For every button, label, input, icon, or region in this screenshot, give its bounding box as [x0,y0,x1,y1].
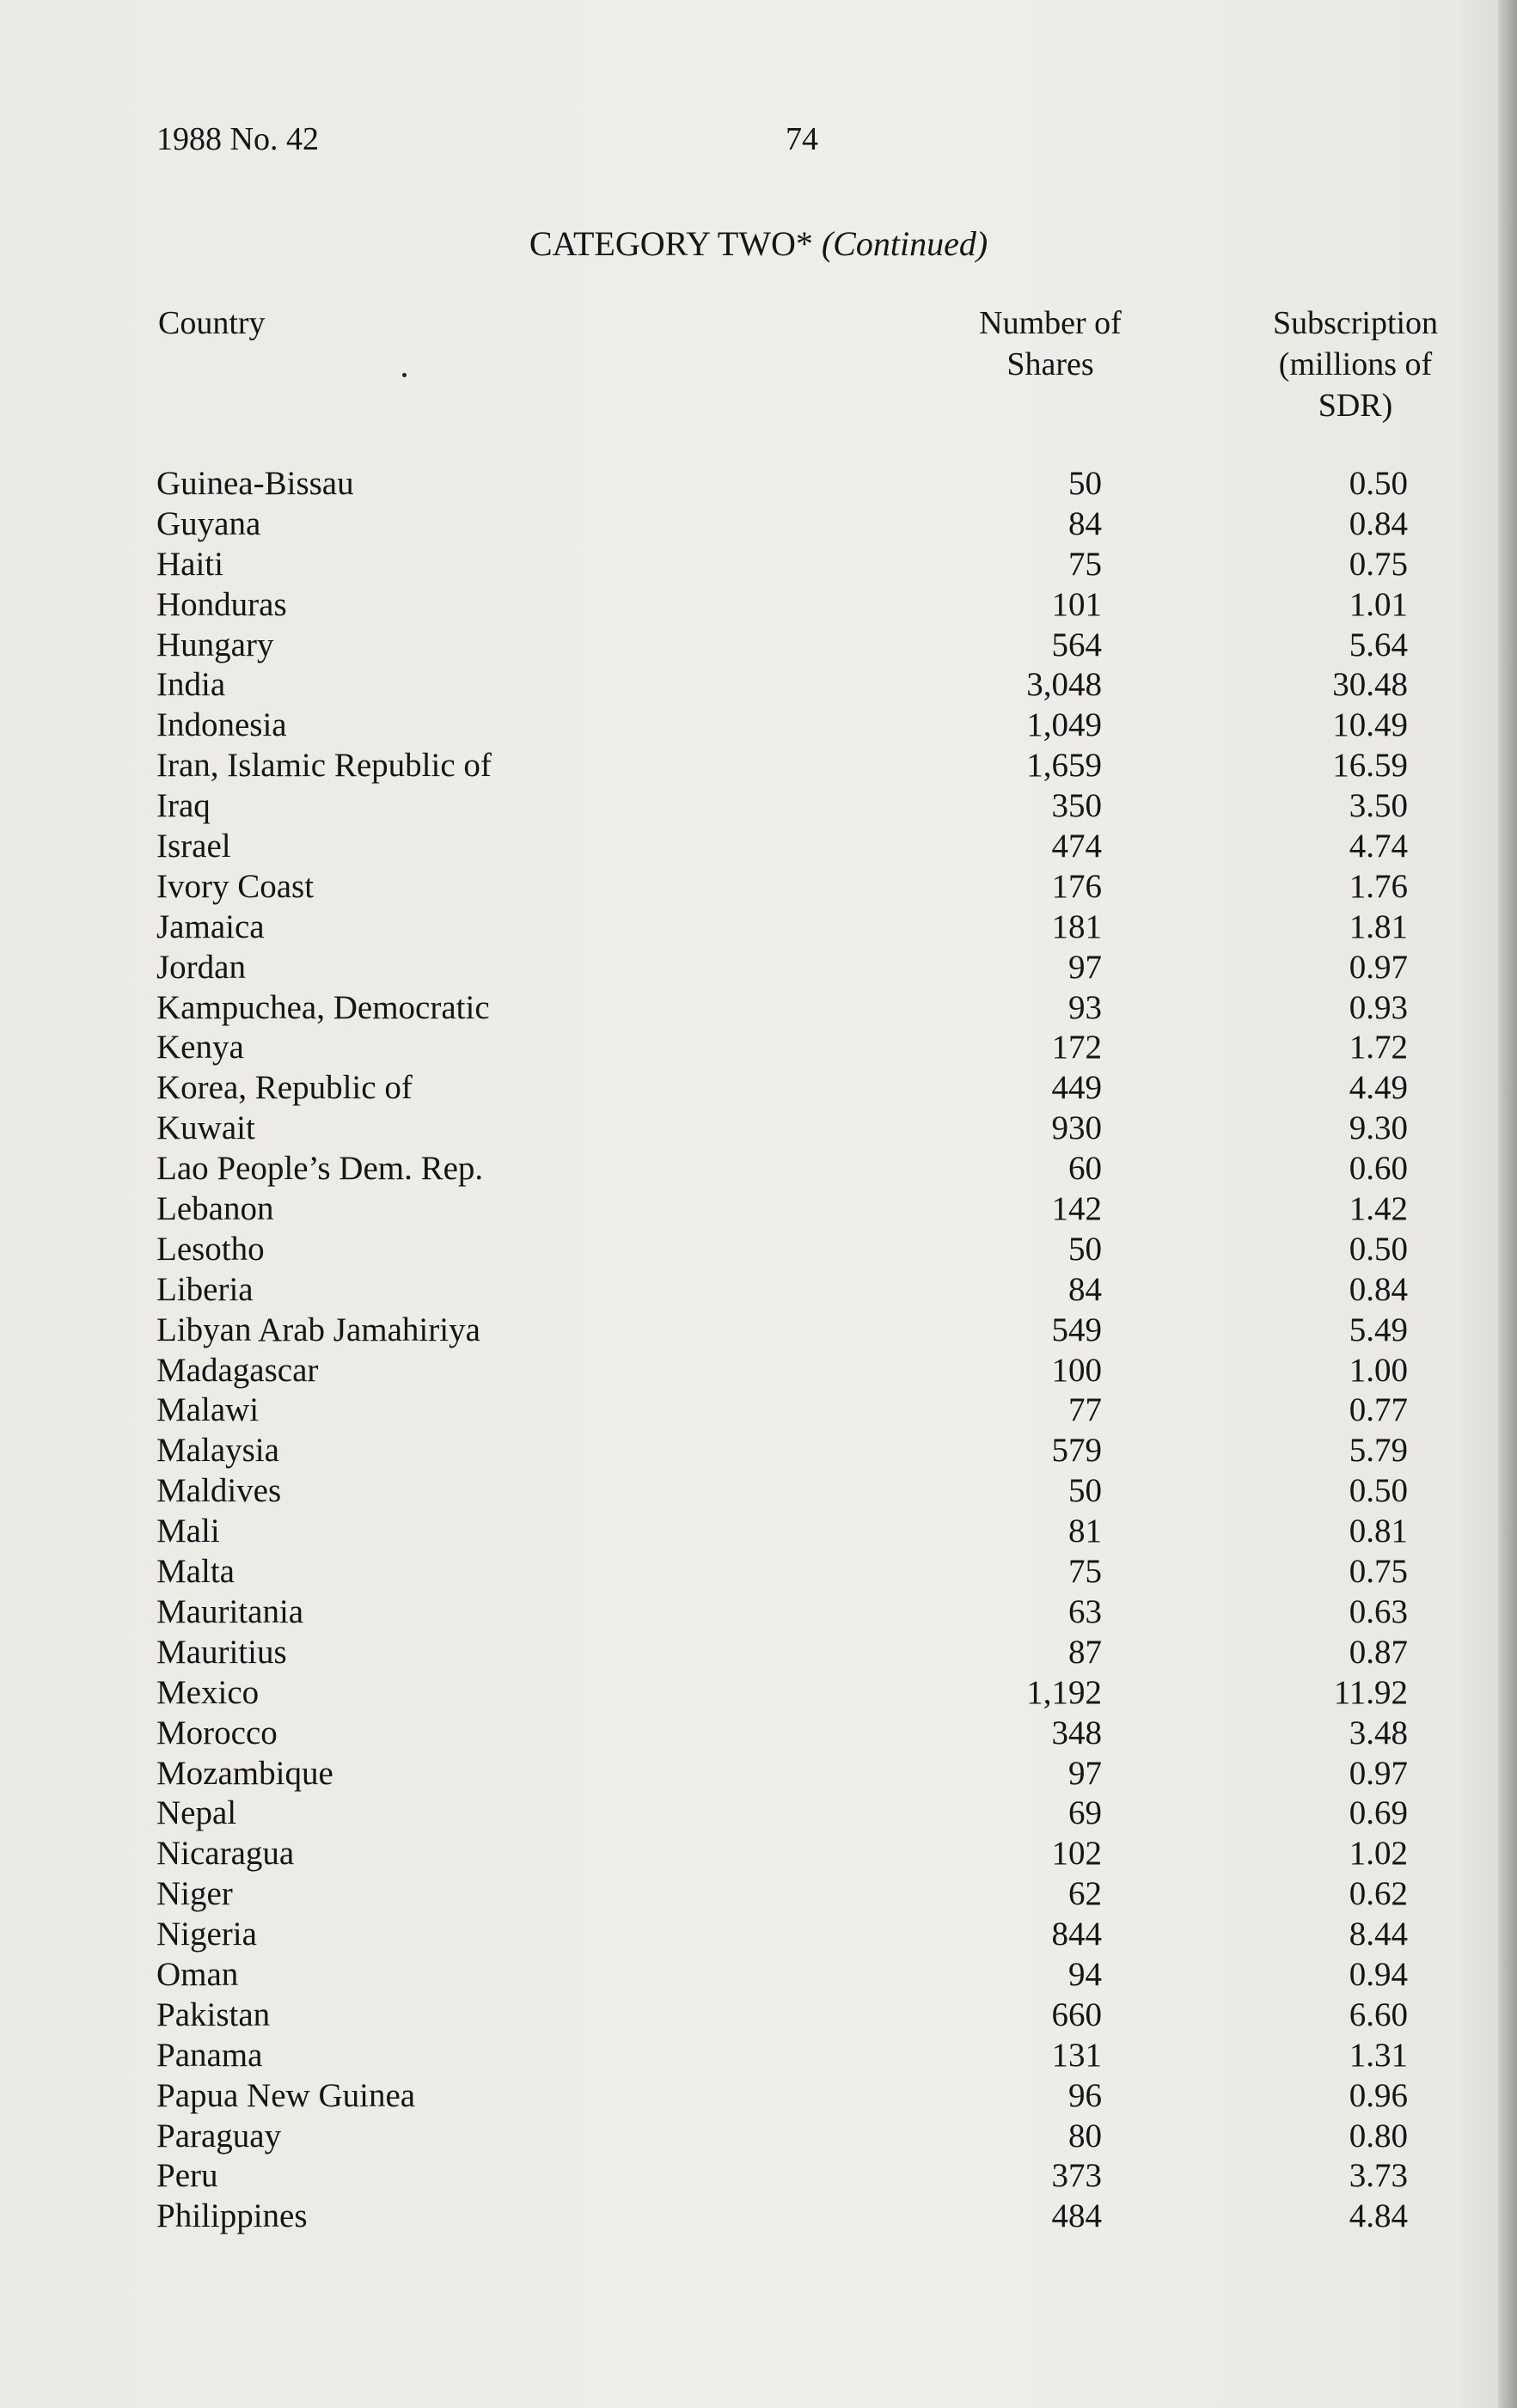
shares-cell: 181 [1051,908,1102,945]
table-row [0,1915,1517,1955]
subscription-cell: 3.48 [1349,1714,1408,1751]
subscription-cell: 1.72 [1349,1029,1408,1066]
column-header-subscription [1250,303,1461,426]
subscription-cell: 9.30 [1349,1109,1408,1147]
shares-cell: 50 [1068,1472,1102,1510]
subscription-cell: 1.02 [1349,1835,1408,1873]
country-cell: Liberia [156,1270,254,1308]
shares-cell: 62 [1068,1875,1102,1913]
country-cell: Lebanon [156,1190,274,1228]
country-cell: Maldives [156,1472,282,1510]
subscription-cell: 0.96 [1349,2076,1408,2114]
country-cell: Panama [156,2036,263,2074]
subscription-cell: 4.49 [1349,1069,1408,1107]
shares-cell: 63 [1068,1592,1102,1630]
stray-dot-mark [402,373,407,377]
table-row [0,1754,1517,1794]
country-cell: Korea, Republic of [156,1069,413,1107]
shares-cell: 94 [1068,1955,1102,1993]
table-row [0,1834,1517,1874]
subscription-cell: 10.49 [1332,706,1408,744]
table-title-suffix: (Continued) [821,224,988,263]
shares-cell: 84 [1068,504,1102,542]
country-cell: Jordan [156,948,246,986]
country-cell: Paraguay [156,2117,282,2154]
country-cell: Mozambique [156,1754,333,1792]
subscription-cell: 4.84 [1349,2197,1408,2235]
table-row [0,1351,1517,1391]
table-row [0,1995,1517,2036]
table-row [0,2156,1517,2197]
subscription-cell: 0.84 [1349,1270,1408,1308]
country-cell: Malawi [156,1391,260,1429]
country-cell: Papua New Guinea [156,2076,416,2114]
subscription-cell: 11.92 [1333,1673,1408,1711]
shares-cell: 97 [1068,948,1102,986]
column-header-shares-line1: Number of [979,305,1122,341]
table-row [0,1673,1517,1714]
table-row [0,1311,1517,1351]
shares-cell: 80 [1068,2117,1102,2154]
column-header-subscription-line2: (millions of [1278,346,1433,382]
table-row [0,1794,1517,1834]
shares-cell: 348 [1051,1714,1102,1751]
table-row [0,626,1517,666]
table-row [0,1270,1517,1311]
subscription-cell: 0.62 [1349,1875,1408,1913]
subscription-cell: 0.50 [1349,1230,1408,1268]
subscription-cell: 30.48 [1332,666,1408,704]
table-row [0,1592,1517,1633]
subscription-cell: 1.76 [1349,867,1408,905]
column-header-shares [963,303,1138,385]
country-cell: Nepal [156,1794,237,1832]
subscription-cell: 5.79 [1349,1432,1408,1470]
country-cell: Mauritania [156,1592,304,1630]
shares-cell: 474 [1051,828,1102,865]
subscription-cell: 0.77 [1349,1391,1408,1429]
table-row [0,1512,1517,1552]
shares-cell: 131 [1051,2036,1102,2074]
shares-cell: 1,192 [1026,1673,1102,1711]
table-row [0,948,1517,988]
table-row [0,545,1517,585]
subscription-cell: 0.69 [1349,1794,1408,1832]
table-title [0,223,1517,265]
shares-cell: 87 [1068,1633,1102,1671]
country-cell: Honduras [156,585,287,623]
subscription-cell: 0.94 [1349,1955,1408,1993]
shares-cell: 81 [1068,1513,1102,1550]
country-cell: Philippines [156,2197,308,2235]
shares-cell: 101 [1051,585,1102,623]
shares-cell: 93 [1068,988,1102,1026]
shares-cell: 579 [1051,1432,1102,1470]
subscription-cell: 1.00 [1349,1351,1408,1389]
country-cell: Madagascar [156,1351,319,1389]
shares-cell: 50 [1068,465,1102,502]
table-row [0,665,1517,706]
country-cell: Kampuchea, Democratic [156,988,490,1026]
subscription-cell: 8.44 [1349,1916,1408,1953]
country-cell: Kuwait [156,1109,255,1147]
country-cell: Iraq [156,787,211,825]
table-row [0,786,1517,827]
table-row [0,1633,1517,1673]
subscription-cell: 1.42 [1349,1190,1408,1228]
country-cell: Jamaica [156,908,265,945]
subscription-cell: 0.75 [1349,545,1408,583]
subscription-cell: 0.63 [1349,1592,1408,1630]
subscription-cell: 5.64 [1349,626,1408,663]
column-header-shares-line2: Shares [1006,346,1094,382]
country-cell: Peru [156,2157,218,2195]
shares-cell: 660 [1051,1995,1102,2033]
table-row [0,908,1517,948]
subscription-cell: 0.81 [1349,1513,1408,1550]
shares-cell: 69 [1068,1794,1102,1832]
shares-cell: 142 [1051,1190,1102,1228]
table-row [0,988,1517,1029]
subscription-cell: 0.50 [1349,1472,1408,1510]
subscription-cell: 3.50 [1349,787,1408,825]
country-cell: Haiti [156,545,223,583]
country-cell: Oman [156,1955,239,1993]
table-row [0,1955,1517,1995]
table-row [0,706,1517,746]
shares-cell: 930 [1051,1109,1102,1147]
country-cell: Ivory Coast [156,867,315,905]
country-cell: Nigeria [156,1916,257,1953]
table-row [0,504,1517,545]
table-row [0,746,1517,786]
country-cell: Indonesia [156,706,287,744]
shares-cell: 176 [1051,867,1102,905]
country-cell: Niger [156,1875,233,1913]
shares-cell: 50 [1068,1230,1102,1268]
table-row [0,1189,1517,1230]
table-row [0,1471,1517,1512]
subscription-cell: 6.60 [1349,1995,1408,2033]
subscription-cell: 0.60 [1349,1150,1408,1188]
shares-cell: 96 [1068,2076,1102,2114]
country-cell: Mauritius [156,1633,287,1671]
table-row [0,1149,1517,1189]
country-cell: Nicaragua [156,1835,295,1873]
shares-cell: 350 [1051,787,1102,825]
subscription-cell: 4.74 [1349,828,1408,865]
subscription-cell: 1.81 [1349,908,1408,945]
subscription-cell: 1.01 [1349,585,1408,623]
country-cell: Guinea-Bissau [156,465,354,502]
table-row [0,1552,1517,1592]
shares-cell: 102 [1051,1835,1102,1873]
subscription-cell: 5.49 [1349,1311,1408,1348]
country-cell: India [156,666,226,704]
country-cell: Guyana [156,504,261,542]
shares-cell: 449 [1051,1069,1102,1107]
country-cell: Lesotho [156,1230,265,1268]
table-row [0,827,1517,867]
country-cell: Lao People’s Dem. Rep. [156,1150,484,1188]
subscription-cell: 0.97 [1349,1754,1408,1792]
country-cell: Libyan Arab Jamahiriya [156,1311,480,1348]
subscription-cell: 0.50 [1349,465,1408,502]
table-row [0,2197,1517,2237]
shares-cell: 75 [1068,1553,1102,1591]
page-header-citation: 1988 No. 42 [156,121,319,157]
table-row [0,2117,1517,2157]
country-cell: Malta [156,1553,235,1591]
table-row [0,1028,1517,1068]
shares-cell: 77 [1068,1391,1102,1429]
table-row [0,1068,1517,1109]
shares-cell: 60 [1068,1150,1102,1188]
subscription-cell: 0.75 [1349,1553,1408,1591]
subscription-cell: 0.87 [1349,1633,1408,1671]
shares-cell: 549 [1051,1311,1102,1348]
shares-cell: 1,049 [1026,706,1102,744]
country-cell: Mexico [156,1673,260,1711]
shares-cell: 844 [1051,1916,1102,1953]
subscription-cell: 1.31 [1349,2036,1408,2074]
shares-cell: 75 [1068,545,1102,583]
subscription-cell: 3.73 [1349,2157,1408,2195]
table-title-main: CATEGORY TWO* [529,224,813,263]
shares-cell: 484 [1051,2197,1102,2235]
table-row [0,1874,1517,1915]
table-row [0,1230,1517,1270]
column-header-country: Country [158,305,266,341]
subscription-cell: 16.59 [1332,747,1408,785]
country-cell: Iran, Islamic Republic of [156,747,492,785]
table-row [0,2036,1517,2076]
page-number: 74 [786,121,818,157]
country-cell: Morocco [156,1714,278,1751]
table-row [0,1431,1517,1471]
shares-cell: 1,659 [1026,747,1102,785]
table-row [0,464,1517,504]
country-cell: Israel [156,828,231,865]
shares-cell: 97 [1068,1754,1102,1792]
table-row [0,1390,1517,1431]
table-row [0,2076,1517,2117]
subscription-cell: 0.84 [1349,504,1408,542]
country-cell: Hungary [156,626,274,663]
table-row [0,1714,1517,1754]
shares-cell: 84 [1068,1270,1102,1308]
country-cell: Pakistan [156,1995,271,2033]
table-row [0,867,1517,908]
shares-cell: 100 [1051,1351,1102,1389]
country-cell: Mali [156,1513,220,1550]
subscription-cell: 0.97 [1349,948,1408,986]
shares-cell: 373 [1051,2157,1102,2195]
shares-cell: 564 [1051,626,1102,663]
country-cell: Kenya [156,1029,244,1066]
column-header-subscription-line1: Subscription [1272,305,1439,341]
country-cell: Malaysia [156,1432,279,1470]
subscription-cell: 0.80 [1349,2117,1408,2154]
table-row [0,1109,1517,1149]
subscription-cell: 0.93 [1349,988,1408,1026]
subscription-table [0,464,1517,2237]
column-header-subscription-line3: SDR) [1318,388,1393,424]
shares-cell: 172 [1051,1029,1102,1066]
shares-cell: 3,048 [1026,666,1102,704]
table-row [0,585,1517,626]
